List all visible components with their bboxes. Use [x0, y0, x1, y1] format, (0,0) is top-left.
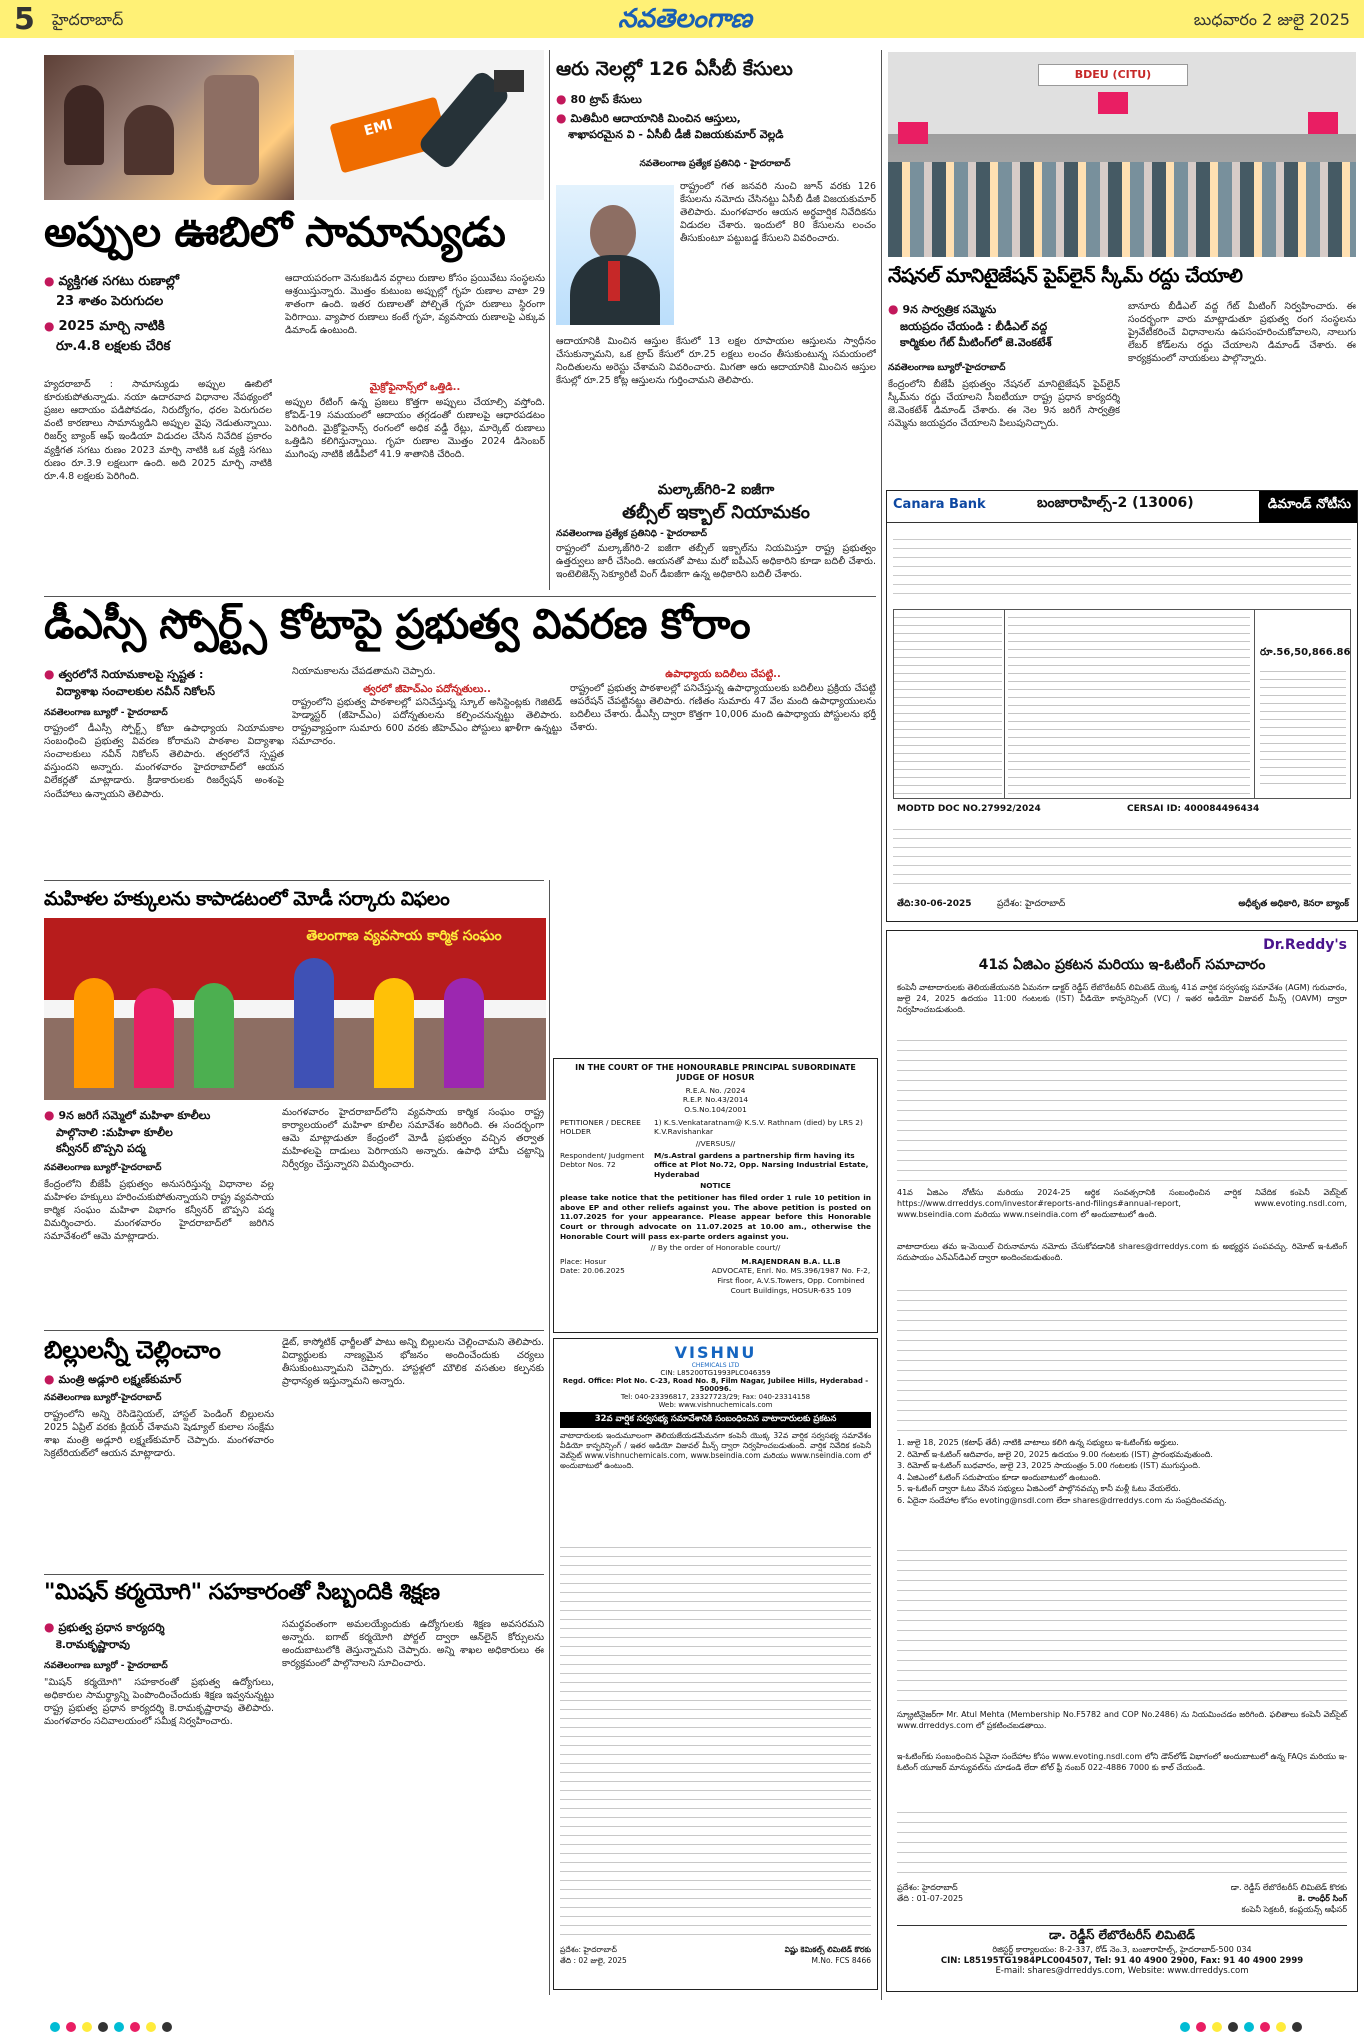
drreddys-email: E-mail: shares@drreddys.com, Website: www.drreddys.com [995, 1966, 1249, 1976]
drreddys-place: ప్రదేశం: హైదరాబాద్ [897, 1883, 958, 1892]
malkaj-headline: తబ్సీల్ ఇక్బాల్ నియామకం [622, 502, 810, 523]
court-rea: R.E.A. No. /2024 [685, 1085, 746, 1095]
dsc-subhead: త్వరలో జీహెచ్‌ఎం పదోన్నతులు.. [363, 684, 491, 695]
malkaj-body: రాష్ట్రంలో మల్కాజ్‌గిరి-2 ఐజీగా తబ్సీల్ ఇక్బాల్‌ను నియమిస్తూ రాష్ట్ర ప్రభుత్వం ఉత్తర్వులు జారీ చేసింది. ఆయనతో పాటు మరో ఐపీఎస్ అధికారిని కూడా బదిలీ చేశారు. ఇంటెలిజెన్స్ సెక్యూరిటీ వింగ్ డీఐజీగా ఉన్న అధికారిని బదిలీ చేశారు. [556, 543, 876, 581]
bullet: ● 9న జరిగే సమ్మెలో మహిళా కూలీలు [44, 1108, 211, 1122]
drreddys-para3: వాటాదారులు తమ ఇ-మెయిల్ చిరునామాను నమోదు చేసుకోవడానికి shares@drreddys.com కు అభ్యర్థన పంపవచ్చు. రిమోట్ ఇ-ఓటింగ్ సదుపాయం ఎన్‌ఎస్‌డిఎల్ ద్వారా అందించబడుతుంది. [897, 1242, 1347, 1263]
bullet: ● 9న సార్వత్రిక సమ్మెను [888, 302, 997, 316]
bullet: పాల్గొనాలి :మహిళా కూలీల [56, 1125, 173, 1139]
list-item: 2. రిమోట్ ఇ-ఓటింగ్ ఆదివారం, జులై 20, 2025 ఉదయం 9.00 గంటలకు (IST) ప్రారంభమవుతుంది. [897, 1449, 1213, 1459]
bullet: విద్యాశాఖ సంచాలకుల నవీన్ నికోలస్ [56, 684, 215, 698]
bills-byline: నవతెలంగాణ బ్యూరో-హైదరాబాద్ [44, 1393, 162, 1403]
nmp-byline: నవతెలంగాణ బ్యూరో-హైదరాబాద్ [888, 363, 1006, 373]
dsc-headline: డీఎస్సీ స్పోర్ట్స్ కోటాపై ప్రభుత్వ వివరణ కోరాం [44, 600, 751, 648]
vishnu-sign-company: విష్ణు కెమికల్స్ లిమిటెడ్ కొరకు [784, 1945, 871, 1954]
drreddys-cin: CIN: L85195TG1984PLC004507, Tel: 91 40 4900 2900, Fax: 91 40 4900 2999 [940, 1956, 1304, 1966]
debt-body-col2b: అప్పుల రేటింగ్ ఉన్న ప్రజలు కొత్తగా అప్పులు చేయాల్సి వస్తోంది. కోవిడ్-19 సమయంలో ఆదాయం తగ్గడంతో రుణాలపై ఆధారపడటం పెరిగింది. మైక్రోఫైనాన్స్ రంగంలో అధిక వడ్డీ రేట్లు, మార్కెట్ రుణాలు ఒత్తిడిని కలిగిస్తున్నాయి. గృహ రుణాల మొత్తం 2024 డిసెంబర్ ముగింపు నాటికి జీడీపీలో 41.9 శాతానికి చేరింది. [285, 397, 545, 461]
canara-amount: రూ.56,50,866.86 [1260, 647, 1351, 658]
drreddys-date: తేది : 01-07-2025 [897, 1894, 964, 1903]
bullet: రూ.4.8 లక్షలకు చేరిక [56, 338, 171, 354]
acb-body-b: ఆదాయానికి మించిన ఆస్తుల కేసులో 13 లక్షల రూపాయల ఆస్తులను స్వాధీనం చేసుకున్నామని, ఒక ట్రాప్ కేసులో రూ.25 లక్షలు లంచం తీసుకుంటున్న సమయంలో నిందితులను అరెస్టు చేశామని వివరించారు. మిగతా ఆరు ఆదాయానికి మించిన ఆస్తుల కేసుల్లో రూ.25 కోట్ల ఆస్తులను గుర్తించామని తెలిపారు. [556, 336, 876, 387]
vishnu-sub: CHEMICALS LTD [691, 1362, 740, 1369]
court-advocate: M.RAJENDRAN B.A. LL.B [741, 1256, 841, 1266]
drreddys-para4: స్క్రూటినైజర్‌గా Mr. Atul Mehta (Membership No.F5782 and COP No.2486) ను నియమించడం జరిగింది. ఫలితాలు కంపెనీ వెబ్‌సైట్ www.drreddys.com లో ప్రకటించబడతాయి. [897, 1710, 1347, 1731]
canara-demand-notice [886, 490, 1358, 922]
bullet: ● త్వరలోనే నియామకాలపై స్పష్టత : [44, 667, 204, 681]
masthead-date: బుధవారం 2 జులై 2025 [1193, 10, 1350, 29]
mission-headline: "మిషన్ కర్మయోగి" సహకారంతో సిబ్బందికి శిక్షణ [44, 1580, 440, 1605]
mission-byline: నవతెలంగాణ బ్యూరో - హైదరాబాద్ [44, 1661, 168, 1671]
vishnu-heading: 32వ వార్షిక సర్వసభ్య సమావేశానికి సంబంధించిన వాటాదారులకు ప్రకటన [560, 1412, 871, 1428]
court-respondent-label: Respondent/ Judgment Debtor Nos. 72 [560, 1150, 645, 1170]
list-item: 5. ఇ-ఓటింగ్ ద్వారా ఓటు వేసిన సభ్యులు ఏజిఎంలో పాల్గొనవచ్చు కానీ మళ్లీ ఓటు వేయలేరు. [897, 1484, 1181, 1494]
drreddys-sign-for: డా. రెడ్డీస్ లేబొరేటరీస్ లిమిటెడ్ కొరకు [1230, 1883, 1347, 1892]
court-rep: R.E.P. No.43/2014 [682, 1095, 749, 1105]
dsc-body-col3: రాష్ట్రంలో ప్రభుత్వ పాఠశాలల్లో పనిచేస్తున్న ఉపాధ్యాయులకు బదిలీలు ప్రక్రియ చేపట్టి ఆపరేషన్ చేపట్టినట్టు తెలిపారు. గణితం సుమారు 47 వేల మంది ఉపాధ్యాయులను బదిలీలు చేశారు. డీఎస్సీ ద్వారా కొత్తగా 10,006 మంది ఉపాధ్యాయ పోస్టులను భర్తీ చేశారు. [570, 683, 876, 734]
drreddys-company: డా. రెడ్డీస్ లేబొరేటరీస్ లిమిటెడ్ [1048, 1928, 1195, 1942]
court-place: Place: Hosur [560, 1256, 607, 1266]
court-petitioner-label: PETITIONER / DECREE HOLDER [560, 1117, 641, 1137]
acb-dg-photo [556, 185, 674, 325]
bullet: 23 శాతం పెరుగుదల [56, 293, 164, 309]
vishnu-sign-place: ప్రదేశం: హైదరాబాద్ [560, 1945, 617, 1954]
court-notice-heading: NOTICE [700, 1181, 731, 1191]
bullet: శాఖాపరమైన వి - ఏసీబీ డీజీ విజయకుమార్ వెల్లడి [568, 128, 784, 141]
women-meeting-photo [44, 918, 546, 1100]
court-date: Date: 20.06.2025 [560, 1266, 625, 1276]
list-item: 1. జులై 18, 2025 (కటాఫ్ తేదీ) నాటికి వాటాలు కలిగి ఉన్న సభ్యులు ఇ-ఓటింగ్‌కు అర్హులు. [897, 1438, 1179, 1447]
dsc-subhead-2: ఉపాధ్యాయ బదిలీలు చేపట్టి.. [665, 669, 781, 680]
mission-bullets [44, 1618, 274, 1653]
women-body-col2: మంగళవారం హైదరాబాద్‌లోని వ్యవసాయ కార్మిక సంఘం రాష్ట్ర కార్యాలయంలో మహిళా కూలీల సమావేశం జరిగింది. ఈ సందర్భంగా ఆమె మాట్లాడుతూ కేంద్రంలో మోడీ ప్రభుత్వం వచ్చిన తర్వాత మహిళలపై దాడులు పెరిగాయని అన్నారు. ఉపాధి హామీ చట్టాన్ని నిర్వీర్యం చేస్తున్నారని విమర్శించారు. [282, 1107, 544, 1171]
bullet: ● 80 ట్రాప్ కేసులు [556, 92, 642, 106]
dsc-bullets [44, 665, 284, 700]
debt-headline: అప్పుల ఊబిలో సామాన్యుడు [44, 208, 506, 256]
city-label: హైదరాబాద్ [52, 10, 124, 29]
vishnu-sign-date: తేది : 02 జులై, 2025 [560, 1956, 627, 1965]
court-order: // By the order of Honorable court// [650, 1243, 781, 1253]
emi-illustration [294, 50, 544, 200]
bullet: కన్వీనర్ బొప్పని పద్మ [56, 1142, 146, 1155]
vishnu-office: Regd. Office: Plot No. C-23, Road No. 8, Film Nagar, Jubilee Hills, Hyderabad - 500096. [562, 1377, 869, 1393]
drreddys-heading: 41వ ఏజిఎం ప్రకటన మరియు ఇ-ఓటింగ్ సమాచారం [978, 957, 1266, 973]
bullet: ● మంత్రి అడ్లూరి లక్ష్మణ్‌కుమార్ [44, 1372, 182, 1386]
masthead [0, 0, 1364, 38]
debt-bullets [44, 272, 194, 356]
mission-body-col1: "మిషన్ కర్మయోగి" సహకారంతో ప్రభుత్వ ఉద్యోగులు, అధికారుల సామర్థ్యాన్ని పెంపొందించేందుకు శిక్షణ ఇవ్వనున్నట్టు రాష్ట్ర ప్రభుత్వ ప్రధాన కార్యదర్శి కె.రామకృష్ణారావు తెలిపారు. మంగళవారం సచివాలయంలో సమీక్ష నిర్వహించారు. [44, 1677, 274, 1728]
registration-marks-left [50, 2022, 172, 2032]
court-os: O.S.No.104/2001 [684, 1105, 747, 1115]
acb-headline: ఆరు నెలల్లో 126 ఏసీబీ కేసులు [556, 58, 793, 80]
canara-cersai: CERSAI ID: 400084496434 [1127, 804, 1260, 814]
dsc-body-col1: రాష్ట్రంలో డీఎస్సీ స్పోర్ట్స్ కోటా ఉపాధ్యాయ నియామకాల సంబంధించి ప్రభుత్వ వివరణ కోరామని పాఠశాల విద్యాశాఖ సంచాలకులు నవీన్ నికోలస్ తెలిపారు. త్వరలోనే స్పష్టత వస్తుందని అన్నారు. మంగళవారం హైదరాబాద్‌లో ఆయన విలేకర్లతో మాట్లాడారు. క్రీడాకారులకు రిజర్వేషన్ అంశంపై సందేహాలు ఉన్నాయని తెలిపారు. [44, 723, 284, 800]
drreddys-sign-role: కంపెనీ సెక్రటరీ, కంప్లయన్స్ ఆఫీసర్ [1241, 1905, 1347, 1914]
bills-bullets [44, 1370, 274, 1389]
canara-date: తేది:30-06-2025 [897, 899, 972, 909]
emi-label: EMI [362, 116, 395, 140]
bullet: ● ప్రభుత్వ ప్రధాన కార్యదర్శి [44, 1620, 165, 1634]
drreddys-para5: ఇ-ఓటింగ్‌కు సంబంధించిన ఏవైనా సందేహాల కోసం www.evoting.nsdl.com లోని డౌన్‌లోడ్ విభాగంలో అందుబాటులో ఉన్న FAQs మరియు ఇ-ఓటింగ్ యూజర్ మాన్యువల్‌ను చూడండి లేదా టోల్ ఫ్రీ నంబర్ 022-4886 7000 కు కాల్ చేయండి. [897, 1752, 1347, 1773]
vishnu-web: Web: www.vishnuchemicals.com [658, 1401, 773, 1409]
acb-byline: నవతెలంగాణ ప్రత్యేక ప్రతినిధి - హైదరాబాద్ [639, 159, 791, 169]
vishnu-tel: Tel: 040-23396817, 23327723/29; Fax: 040-23314158 [620, 1393, 811, 1401]
canara-branch: బంజారాహిల్స్-2 (13006) [1037, 495, 1194, 511]
drreddys-para2: 41వ ఏజిఎం నోటీసు మరియు 2024-25 ఆర్థిక సంవత్సరానికి సంబంధించిన వార్షిక నివేదిక కంపెనీ వెబ్‌సైట్ https://www.drreddys.com/investor#reports-and-filings#annual-report, www.evoting.nsdl.com, www.bseindia.com మరియు www.nseindia.com లో అందుబాటులో ఉంది. [897, 1188, 1347, 1220]
debt-subhead: మైక్రోఫైనాన్స్‌లో ఒత్తిడి.. [369, 382, 461, 393]
bullet: ● వ్యక్తిగత సగటు రుణాల్లో [44, 274, 180, 289]
malkaj-kicker: మల్కాజ్‌గిరి-2 ఐజీగా [657, 482, 775, 498]
canara-ref: MODTD DOC NO.27992/2024 [897, 804, 1041, 814]
vishnu-cin: CIN: L85200TG1993PLC046359 [660, 1369, 771, 1377]
nmp-bullets [888, 300, 1120, 352]
drreddys-address: రిజిస్టర్డ్ కార్యాలయం: 8-2-337, రోడ్ నెం.3, బంజారాహిల్స్, హైదరాబాద్-500 034 [992, 1945, 1252, 1954]
bullet: కార్మికుల గేట్ మీటింగ్‌లో జె.వెంకటేశ్ [900, 336, 1052, 349]
debt-body-col1: హ్యదరాబాద్ : సామాన్యుడు అప్పుల ఊబిలో కూరుకుపోతున్నాడు. నయా ఉదారవాద విధానాల నేపథ్యంలో ప్రజల ఆదాయం పడిపోవడం, నిరుద్యోగం, ధరల పెరుగుదల వంటి కారణాలు సామాన్యుడిని అప్పుల వైపు నెడుతున్నాయి. రిజర్వ్ బ్యాంక్ ఆఫ్ ఇండియా విడుదల చేసిన నివేదిక ప్రకారం వ్యక్తిగత సగటు రుణం 2023 మార్చి నాటికి ఒక వ్యక్తి సగటు రుణం రూ.3.9 లక్షలుగా ఉంది. అది 2025 మార్చి నాటికి రూ.4.8 లక్షలకు పెరిగింది. [44, 379, 272, 482]
bills-headline: బిల్లులన్నీ చెల్లించాం [44, 1336, 221, 1364]
court-advocate-address: ADVOCATE, Enrl. No. MS.396/1987 No. F-2, First floor, A.V.S.Towers, Opp. Combined Court Buildings, HOSUR-635 109 [711, 1266, 871, 1295]
dsc-body-col2: నియామకాలను చేపడతామని చెప్పారు. [292, 666, 436, 677]
list-item: 3. రిమోట్ ఇ-ఓటింగ్ బుధవారం, జులై 23, 2025 సాయంత్రం 5.00 గంటలకు (IST) ముగుస్తుంది. [897, 1461, 1201, 1471]
drreddys-logo: Dr.Reddy's [1263, 937, 1347, 953]
dsc-byline: నవతెలంగాణ బ్యూరో - హైదరాబాద్ [44, 708, 168, 718]
drreddys-agm-notice [886, 930, 1358, 1992]
canara-signatory: అధీకృత అధికారి, కెనరా బ్యాంక్ [1238, 899, 1349, 909]
acb-body-a: రాష్ట్రంలో గత జనవరి నుంచి జూన్ వరకు 126 కేసులను నమోదు చేసినట్టు ఏసీబీ డీజీ విజయకుమార్ తెలిపారు. మంగళవారం ఆయన అర్ధవార్షిక నివేదికను విడుదల చేశారు. ఇందులో 80 కేసులను లంచం తీసుకుంటూ పట్టుబడ్డ కేసులని వివరించారు. [680, 181, 876, 245]
bills-body-col2: డైట్, కాస్మోటిక్ ఛార్జీలతో పాటు అన్ని బిల్లులను చెల్లించామని తెలిపారు. విద్యార్థులకు నాణ్యమైన భోజనం అందించేందుకు చర్యలు తీసుకుంటున్నామని చెప్పారు. హాస్టళ్లలో మౌలిక వసతుల కల్పనకు ప్రాధాన్యత ఇస్తున్నామని అన్నారు. [282, 1337, 544, 1388]
mission-body-col2: సమర్థవంతంగా అమలయ్యేందుకు ఉద్యోగులకు శిక్షణ అవసరమని అన్నారు. ఐగాట్ కర్మయోగి పోర్టల్ ద్వారా ఆన్‌లైన్ కోర్సులను అందుబాటులోకి తెస్తున్నామని చెప్పారు. అన్ని శాఖల అధికారులు ఈ కార్యక్రమంలో పాల్గొనాలని సూచించారు. [282, 1619, 544, 1670]
court-respondent: M/s.Astral gardens a partnership firm having its office at Plot No.72, Opp. Narsing Industrial Estate, Hyderabad [654, 1150, 869, 1179]
debt-body-col2: ఆదాయపరంగా వెనుకబడిన వర్గాలు రుణాల కోసం ప్రయివేటు సంస్థలను ఆశ్రయిస్తున్నారు. మొత్తం కుటుంబ అప్పుల్లో గృహ రుణాల వాటా 29 శాతంగా ఉంది. ఇతర రుణాలతో పోల్చితే గృహ రుణాలు స్థిరంగా పెరిగాయి. వ్యాపార రుణాలు కంటే గృహ, వ్యవసాయ రుణాలపై ఎక్కువ డిమాండ్ ఉంటుంది. [285, 273, 545, 337]
drreddys-sign-name: కె. రాంధీర్ సింగ్ [1298, 1894, 1347, 1903]
masthead-logo: నవతెలంగాణ [617, 4, 752, 34]
malkaj-byline: నవతెలంగాణ ప్రత్యేక ప్రతినిధి - హైదరాబాద్ [556, 529, 708, 539]
list-item: 6. ఏదైనా సందేహాల కోసం evoting@nsdl.com లేదా shares@drreddys.com ను సంప్రదించవచ్చు. [897, 1495, 1227, 1505]
women-banner: తెలంగాణ వ్యవసాయ కార్మిక సంఘం [306, 928, 502, 944]
canara-title: డిమాండ్ నోటీసు [1267, 497, 1351, 512]
court-title: IN THE COURT OF THE HONOURABLE PRINCIPAL SUBORDINATE JUDGE OF HOSUR [575, 1063, 856, 1083]
court-body: please take notice that the petitioner has filed order 1 rule 10 petition in above EP and other reliefs against you. The above petition is posted on 11.07.2025 for your appearance. Please appear before this Honorable Court or through advocate on 11.07.2025 at 10.00 am., otherwise the Honorable Court will pass ex-parte orders against you. [560, 1193, 871, 1241]
vishnu-agm-notice [553, 1338, 878, 1990]
women-headline: మహిళల హక్కులను కాపాడటంలో మోడీ సర్కారు విఫలం [44, 888, 450, 910]
registration-marks-right [1180, 2022, 1302, 2032]
bills-body-col1: రాష్ట్రంలోని అన్ని రెసిడెన్షియల్, హాస్టల్ పెండింగ్ బిల్లులను 2025 ఏప్రిల్ వరకు క్లియర్ చేశామని షెడ్యూల్ కులాల సంక్షేమ శాఖ మంత్రి అడ్లూరి లక్ష్మణ్‌కుమార్ చెప్పారు. మంగళవారం సెక్రటేరియట్‌లో ఆయన మాట్లాడారు. [44, 1409, 274, 1460]
vishnu-body: వాటాదారులకు ఇందుమూలంగా తెలియజేయడమేమనగా కంపెనీ యొక్క 32వ వార్షిక సర్వసభ్య సమావేశం వీడియో కాన్ఫరెన్సింగ్ / ఇతర ఆడియో విజువల్ మీన్స్ ద్వారా నిర్వహించబడుతుంది. వార్షిక నివేదిక కంపెనీ వెబ్‌సైట్ www.vishnuchemicals.com, www.bseindia.com మరియు www.nseindia.com లో అందుబాటులో ఉంటుంది. [560, 1431, 871, 1471]
nmp-headline: నేషనల్ మానిటైజేషన్ పైప్‌లైన్ స్కీమ్ రద్దు చేయాలి [888, 265, 1243, 287]
women-body-col1: కేంద్రంలోని బీజేపీ ప్రభుత్వం అనుసరిస్తున్న విధానాల వల్ల మహిళల హక్కులు హరించుకుపోతున్నాయని రాష్ట్ర వ్యవసాయ కార్మిక సంఘం మహిళా విభాగం కన్వీనర్ బొప్పని పద్మ విమర్శించారు. మంగళవారం హైదరాబాద్‌లో జరిగిన సమావేశంలో ఆమె మాట్లాడారు. [44, 1179, 274, 1243]
drreddys-para1: కంపెనీ వాటాదారులకు తెలియజేయునది ఏమనగా డాక్టర్ రెడ్డీస్ లేబొరేటరీస్ లిమిటెడ్ యొక్క 41వ వార్షిక సర్వసభ్య సమావేశం (AGM) గురువారం, జులై 24, 2025 ఉదయం 11:00 గంటలకు (IST) వీడియో కాన్ఫరెన్సింగ్ (VC) / ఇతర ఆడియో విజువల్ మీన్స్ (OAVM) ద్వారా నిర్వహించబడుతుంది. [897, 983, 1347, 1015]
nmp-body-a: కేంద్రంలోని బీజేపీ ప్రభుత్వం నేషనల్ మానిటైజేషన్ పైప్‌లైన్ స్కీమ్‌ను రద్దు చేయాలని సీఐటీయూ రాష్ట్ర ప్రధాన కార్యదర్శి జె.వెంకటేశ్ డిమాండ్ చేశారు. ఈ నెల 9న జరిగే సార్వత్రిక సమ్మెను జయప్రదం చేయాలని పిలుపునిచ్చారు. [888, 379, 1120, 430]
bullet: ● 2025 మార్చి నాటికి [44, 319, 165, 334]
drreddys-items [897, 1437, 1347, 1507]
bullet: కె.రామకృష్ణారావు [56, 1637, 130, 1651]
court-petitioner: 1) K.S.Venkataratnam@ K.S.V. Rathnam (died) by LRS 2) K.V.Ravishankar [654, 1117, 863, 1137]
women-bullets [44, 1106, 274, 1158]
nmp-body-b: బానూరు బీడీఎల్ వద్ద గేట్ మీటింగ్ నిర్వహించారు. ఈ సందర్భంగా వారు మాట్లాడుతూ ప్రభుత్వ రంగ సంస్థలను ప్రైవేటీకరించే విధానాలను ఉపసంహరించుకోవాలని, నాలుగు లేబర్ కోడ్‌లను రద్దు చేయాలని డిమాండ్ చేశారు. ఈ కార్యక్రమంలో నాయకులు పాల్గొన్నారు. [1128, 301, 1356, 365]
bdl-protest-photo [888, 52, 1356, 257]
women-byline: నవతెలంగాణ బ్యూరో-హైదరాబాద్ [44, 1163, 162, 1173]
vishnu-sign-no: M.No. FCS 8466 [811, 1956, 871, 1965]
bullet: ● మితిమీరి ఆదాయానికి మించిన ఆస్తులు, [556, 110, 741, 125]
vishnu-logo: VISHNU [674, 1343, 757, 1362]
court-notice [553, 1058, 878, 1333]
debt-illustration [44, 55, 294, 200]
canara-logo: Canara Bank [893, 497, 986, 512]
list-item: 4. ఏజిఎంలో ఓటింగ్ సదుపాయం కూడా అందుబాటులో ఉంటుంది. [897, 1472, 1101, 1482]
dsc-body-col2b: రాష్ట్రంలోని ప్రభుత్వ పాఠశాలల్లో పనిచేస్తున్న స్కూల్ అసిస్టెంట్లకు గెజిటెడ్ హెడ్మాస్టర్ (జీహెచ్‌ఎం) పదోన్నతులను కల్పించనున్నట్టు తెలిపారు. రాష్ట్రవ్యాప్తంగా సుమారు 600 వరకు జీహెచ్‌ఎం పోస్టులు ఖాళీగా ఉన్నట్టు సమాచారం. [292, 697, 562, 748]
canara-place: ప్రదేశం: హైదరాబాద్ [997, 899, 1066, 909]
page-number: 5 [14, 2, 35, 37]
acb-bullets [556, 90, 876, 144]
bdl-banner: BDEU (CITU) [1074, 68, 1152, 81]
court-versus: //VERSUS// [695, 1138, 736, 1148]
bullet: జయప్రదం చేయండి : బీడీఎల్ వద్ద [900, 319, 1048, 333]
